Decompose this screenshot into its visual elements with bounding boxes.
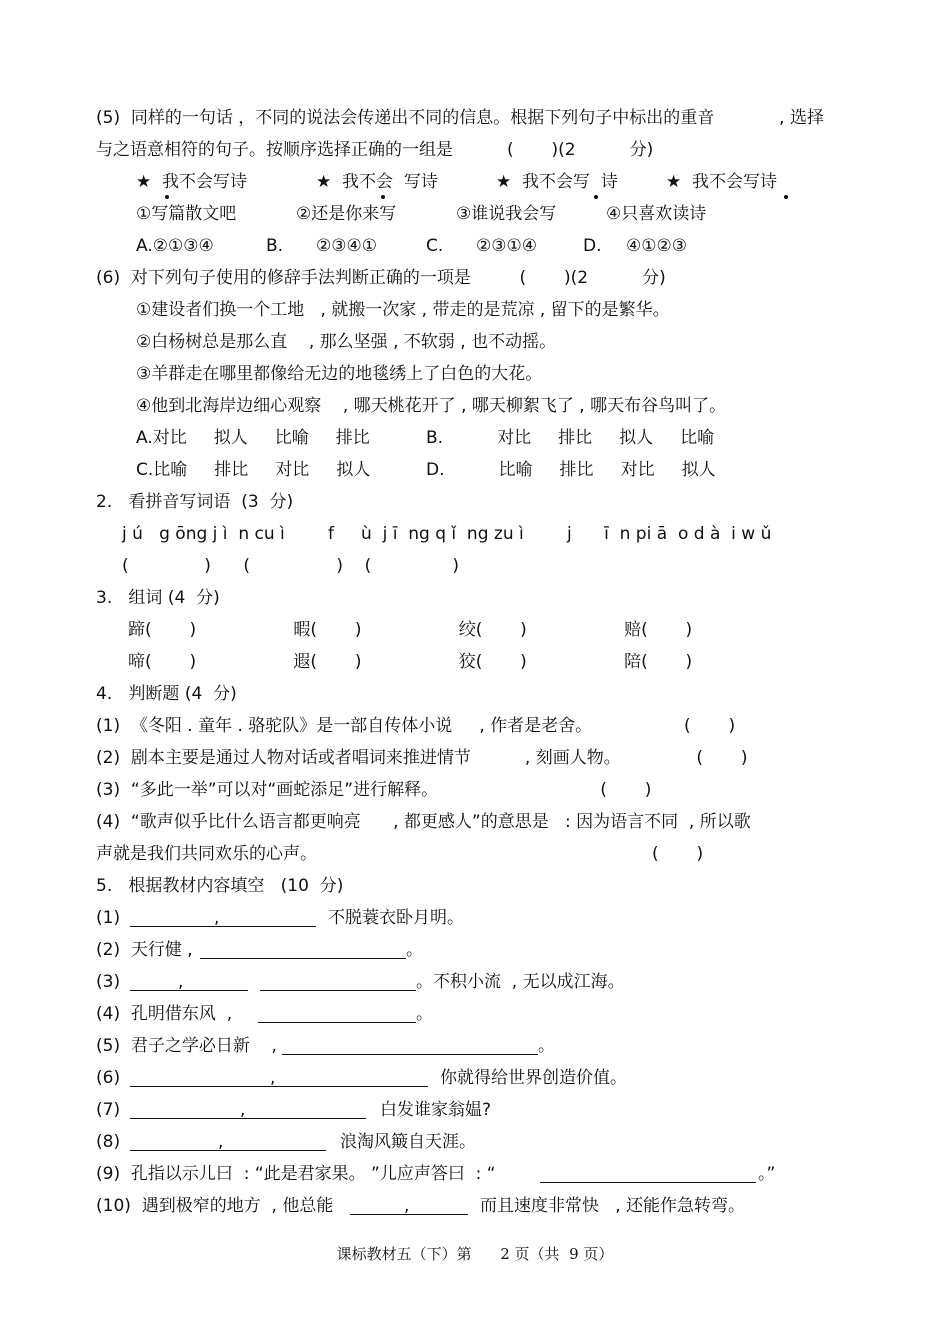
- fill-3-comma: ,: [178, 972, 184, 992]
- stress-dot: [165, 195, 169, 199]
- fill-3-blank-a[interactable]: [130, 974, 248, 991]
- section4-title: 4. 判断题 (4 分): [96, 684, 237, 704]
- fill-8-comma: ,: [218, 1132, 224, 1152]
- judge-item-1: (1) 《冬阳 . 童年 . 骆驼队》是一部自传体小说 , 作者是老舍。 ( ): [96, 716, 736, 736]
- fill-7-num: (7): [96, 1100, 121, 1120]
- q6-option-d: D. 比喻 排比 对比 拟人: [426, 460, 716, 480]
- section3-title: 3. 组词 (4 分): [96, 588, 220, 608]
- q6-sentence-2: ②白杨树总是那么直 , 那么坚强 , 不软弱 , 也不动摇。: [136, 332, 557, 352]
- judge-item-4a: (4) “歌声似乎比什么语言都更响亮 , 都更感人”的意思是 : 因为语言不同 , 所以歌: [96, 812, 751, 832]
- q5-line1: (5) 同样的一句话 ，不同的说法会传递出不同的信息。根据下列句子中标出的重音 , 选择: [96, 108, 824, 128]
- fill-4-blank[interactable]: [258, 1006, 416, 1023]
- fill-6-tail: 你就得给世界创造价值。: [440, 1068, 627, 1088]
- fill-2-head: (2) 天行健 ,: [96, 940, 193, 960]
- fill-2-blank[interactable]: [200, 942, 406, 959]
- fill-6-blank[interactable]: [130, 1070, 428, 1087]
- stress-dot: [784, 195, 788, 199]
- fill-1-tail: 不脱蓑衣卧月明。: [328, 908, 464, 928]
- q5-star-4: ★ 我不会写诗: [666, 172, 778, 192]
- judge-item-3: (3) “多此一举”可以对“画蛇添足”进行解释。 ( ): [96, 780, 652, 800]
- fill-5-blank[interactable]: [282, 1038, 538, 1055]
- fill-6-comma: ,: [270, 1068, 276, 1088]
- fill-3-blank-b[interactable]: [260, 974, 416, 991]
- pinyin-brackets: ( ) ( ) ( ): [122, 556, 460, 576]
- fill-7-blank[interactable]: [130, 1102, 366, 1119]
- q5-option-d-label: D.: [583, 236, 602, 256]
- fill-3-tail: 。不积小流 , 无以成江海。: [416, 972, 625, 992]
- stress-dot: [594, 195, 598, 199]
- q6-option-c: C.比喻 排比 对比 拟人: [136, 460, 371, 480]
- fill-10-head: (10) 遇到极窄的地方 , 他总能: [96, 1196, 334, 1216]
- fill-8-num: (8): [96, 1132, 121, 1152]
- q5-option-b: ②③④①: [316, 236, 377, 256]
- section2-title: 2. 看拼音写词语 (3 分): [96, 492, 294, 512]
- q5-option-c: ②③①④: [476, 236, 537, 256]
- pinyin-line: j ú g ōng j ì n cu ì f ù j ī ng q ǐ ng zu ì j ī n pi ā o d à i w ǔ: [122, 524, 772, 544]
- q5-choice-2: ②还是你来写: [296, 204, 397, 224]
- q6-option-a: A.对比 拟人 比喻 排比: [136, 428, 370, 448]
- fill-8-tail: 浪淘风簸自天涯。: [340, 1132, 476, 1152]
- fill-1-blank[interactable]: [130, 910, 316, 927]
- fill-4-head: (4) 孔明借东风 ,: [96, 1004, 233, 1024]
- q5-option-c-label: C.: [426, 236, 444, 256]
- q6-line1: (6) 对下列句子使用的修辞手法判断正确的一项是 ( )(2 分): [96, 268, 666, 288]
- q5-option-b-label: B.: [266, 236, 284, 256]
- fill-6-num: (6): [96, 1068, 121, 1088]
- q6-sentence-1: ①建设者们换一个工地 , 就搬一次家 , 带走的是荒凉 , 留下的是繁华。: [136, 300, 670, 320]
- fill-7-tail: 白发谁家翁媪?: [380, 1100, 492, 1120]
- q5-option-a: A.②①③④: [136, 236, 214, 256]
- q5-star-2: ★ 我不会 写诗: [316, 172, 438, 192]
- q6-sentence-3: ③羊群走在哪里都像给无边的地毯绣上了白色的大花。: [136, 364, 543, 384]
- fill-9-blank[interactable]: [540, 1166, 756, 1183]
- fill-4-tail: 。: [416, 1004, 433, 1024]
- q5-option-d: ④①②③: [626, 236, 687, 256]
- q5-star-1: ★ 我不会写诗: [136, 172, 248, 192]
- word-row-1: 蹄( ) 暇( ) 绞( ) 赔( ): [128, 620, 693, 640]
- q5-choice-4: ④只喜欢读诗: [606, 204, 707, 224]
- q6-sentence-4: ④他到北海岸边细心观察 , 哪天桃花开了 , 哪天柳絮飞了 , 哪天布谷鸟叫了。: [136, 396, 727, 416]
- judge-item-2: (2) 剧本主要是通过人物对话或者唱词来推进情节 , 刻画人物。 ( ): [96, 748, 748, 768]
- fill-1-num: (1): [96, 908, 121, 928]
- q5-star-3: ★ 我不会写 诗: [496, 172, 618, 192]
- fill-9-head: (9) 孔指以示儿曰 : “此是君家果。 ”儿应声答曰 : “: [96, 1164, 496, 1184]
- fill-9-tail: 。”: [758, 1164, 776, 1184]
- fill-5-head: (5) 君子之学必日新 ,: [96, 1036, 277, 1056]
- q5-choice-3: ③谁说我会写: [456, 204, 557, 224]
- fill-1-comma: ,: [214, 908, 220, 928]
- stress-dot: [381, 195, 385, 199]
- judge-item-4b: 声就是我们共同欢乐的心声。 ( ): [96, 844, 704, 864]
- q5-choice-1: ①写篇散文吧: [136, 204, 237, 224]
- fill-7-comma: ,: [240, 1100, 246, 1120]
- fill-2-tail: 。: [406, 940, 423, 960]
- q5-line2: 与之语意相符的句子。按顺序选择正确的一组是 ( )(2 分): [96, 140, 654, 160]
- word-row-2: 啼( ) 遐( ) 狡( ) 陪( ): [128, 652, 693, 672]
- fill-10-tail: 而且速度非常快 , 还能作急转弯。: [480, 1196, 746, 1216]
- fill-3-num: (3): [96, 972, 121, 992]
- fill-5-tail: 。: [538, 1036, 555, 1056]
- fill-8-blank[interactable]: [130, 1134, 326, 1151]
- section5-title: 5. 根据教材内容填空 (10 分): [96, 876, 344, 896]
- q6-option-b: B. 对比 排比 拟人 比喻: [426, 428, 715, 448]
- fill-10-comma: ,: [404, 1196, 410, 1216]
- page-footer: 课标教材五（下）第 2 页（共 9 页）: [336, 1245, 614, 1263]
